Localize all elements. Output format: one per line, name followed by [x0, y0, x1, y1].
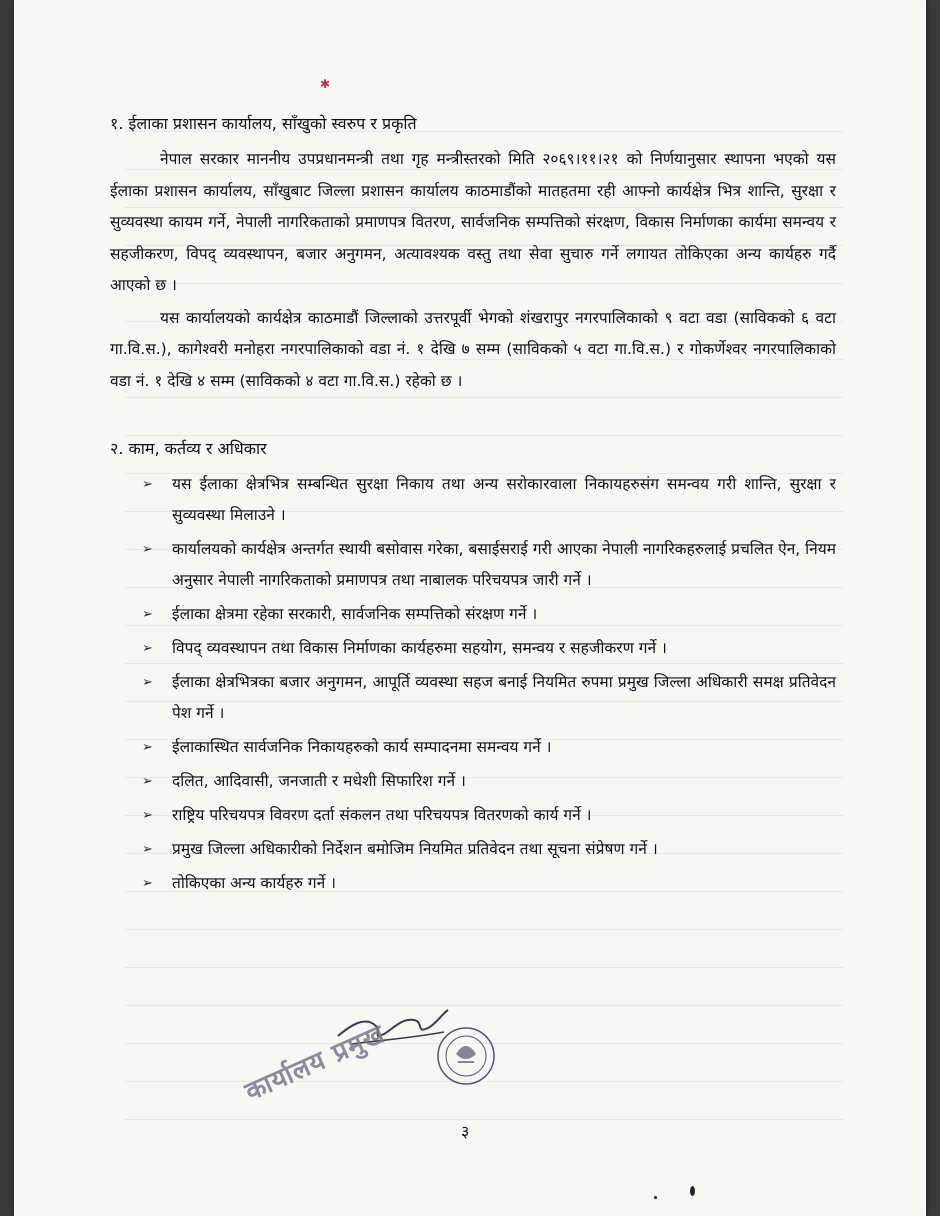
- list-item: ➢ विपद् व्यवस्थापन तथा विकास निर्माणका कार्यहरुमा सहयोग, समन्वय र सहजीकरण गर्ने ।: [142, 633, 836, 664]
- section1-paragraph-1: नेपाल सरकार माननीय उपप्रधानमन्त्री तथा गृह मन्त्रीस्तरको मिति २०६९।११।२१ को निर्णयानुसार स्थापना भएको यस ईलाका प्रशासन कार्यालय, साँखुबाट जिल्ला प्रशासन कार्यालय काठमाडौंको मातहतमा रही आफ्नो कार्यक्षेत्र भित्र शान्ति, सुरक्षा र सुव्यवस्था कायम गर्ने, नेपाली नागरिकताको प्रमाणपत्र वितरण, सार्वजनिक सम्पत्तिको संरक्षण, विकास निर्माणका कार्यमा समन्वय र सहजीकरण, विपद् व्यवस्थापन, बजार अनुगमन, अत्यावश्यक वस्तु तथा सेवा सुचारु गर्ने लगायत तोकिएका अन्य कार्यहरु गर्दै आएको छ ।: [110, 150, 836, 294]
- arrow-bullet-icon: ➢: [142, 842, 153, 857]
- list-item: ➢ राष्ट्रिय परिचयपत्र विवरण दर्ता संकलन तथा परिचयपत्र वितरणको कार्य गर्ने ।: [142, 800, 836, 831]
- arrow-bullet-icon: ➢: [142, 477, 153, 492]
- page-number: ३: [461, 1122, 470, 1141]
- document-body: [110, 112, 836, 902]
- list-item: ➢ यस ईलाका क्षेत्रभित्र सम्बन्धित सुरक्षा निकाय तथा अन्य सरोकारवाला निकायहरुसंग समन्वय गरी शान्ति, सुरक्षा र सुव्यवस्था मिलाउने ।: [142, 469, 836, 531]
- list-item: ➢ ईलाकास्थित सार्वजनिक निकायहरुको कार्य सम्पादनमा समन्वय गर्ने ।: [142, 732, 836, 763]
- arrow-bullet-icon: ➢: [142, 808, 153, 823]
- section2-heading: २. काम, कर्तव्य र अधिकार: [110, 439, 267, 458]
- arrow-bullet-icon: ➢: [142, 542, 153, 557]
- duties-list: [110, 469, 836, 899]
- scan-speck: [654, 1196, 657, 1199]
- list-item: ➢ तोकिएका अन्य कार्यहरु गर्ने ।: [142, 868, 836, 899]
- list-item: ➢ कार्यालयको कार्यक्षेत्र अन्तर्गत स्थायी बसोवास गरेका, बसाईसराई गरी आएका नेपाली नागरिकहरुलाई प्रचलित ऐन, नियम अनुसार नेपाली नागरिकताको प्रमाणपत्र तथा नाबालक परिचयपत्र जारी गर्ने ।: [142, 534, 836, 596]
- office-seal-icon: [434, 1024, 498, 1088]
- arrow-bullet-icon: ➢: [142, 607, 153, 622]
- arrow-bullet-icon: ➢: [142, 876, 153, 891]
- list-item: ➢ दलित, आदिवासी, जनजाती र मधेशी सिफारिश गर्ने ।: [142, 766, 836, 797]
- list-item: ➢ प्रमुख जिल्ला अधिकारीको निर्देशन बमोजिम नियमित प्रतिवेदन तथा सूचना संप्रेषण गर्ने ।: [142, 834, 836, 865]
- office-head-stamp: कार्यालय प्रमुख: [240, 1019, 390, 1108]
- section1-heading: १. ईलाका प्रशासन कार्यालय, साँखुको स्वरुप र प्रकृति: [110, 114, 417, 133]
- arrow-bullet-icon: ➢: [142, 740, 153, 755]
- arrow-bullet-icon: ➢: [142, 675, 153, 690]
- arrow-bullet-icon: ➢: [142, 641, 153, 656]
- list-item: ➢ ईलाका क्षेत्रभित्रका बजार अनुगमन, आपूर्ति व्यवस्था सहज बनाई नियमित रुपमा प्रमुख जिल्ला अधिकारी समक्ष प्रतिवेदन पेश गर्ने ।: [142, 667, 836, 729]
- arrow-bullet-icon: ➢: [142, 774, 153, 789]
- ink-mark: ✱: [320, 77, 331, 91]
- scan-speck: [690, 1186, 695, 1196]
- section1-paragraph-2: यस कार्यालयको कार्यक्षेत्र काठमाडौं जिल्लाको उत्तरपूर्वी भेगको शंखरापुर नगरपालिकाको ९ वटा वडा (साविकको ६ वटा गा.वि.स.), कागेश्वरी मनोहरा नगरपालिकाको वडा नं. १ देखि ७ सम्म (साविकको ५ वटा गा.वि.स.) र गोकर्णेश्वर नगरपालिकाको वडा नं. १ देखि ४ सम्म (साविकको ४ वटा गा.वि.स.) रहेको छ ।: [110, 308, 836, 390]
- list-item: ➢ ईलाका क्षेत्रमा रहेका सरकारी, सार्वजनिक सम्पत्तिको संरक्षण गर्ने ।: [142, 599, 836, 630]
- scanned-page: [14, 0, 926, 1216]
